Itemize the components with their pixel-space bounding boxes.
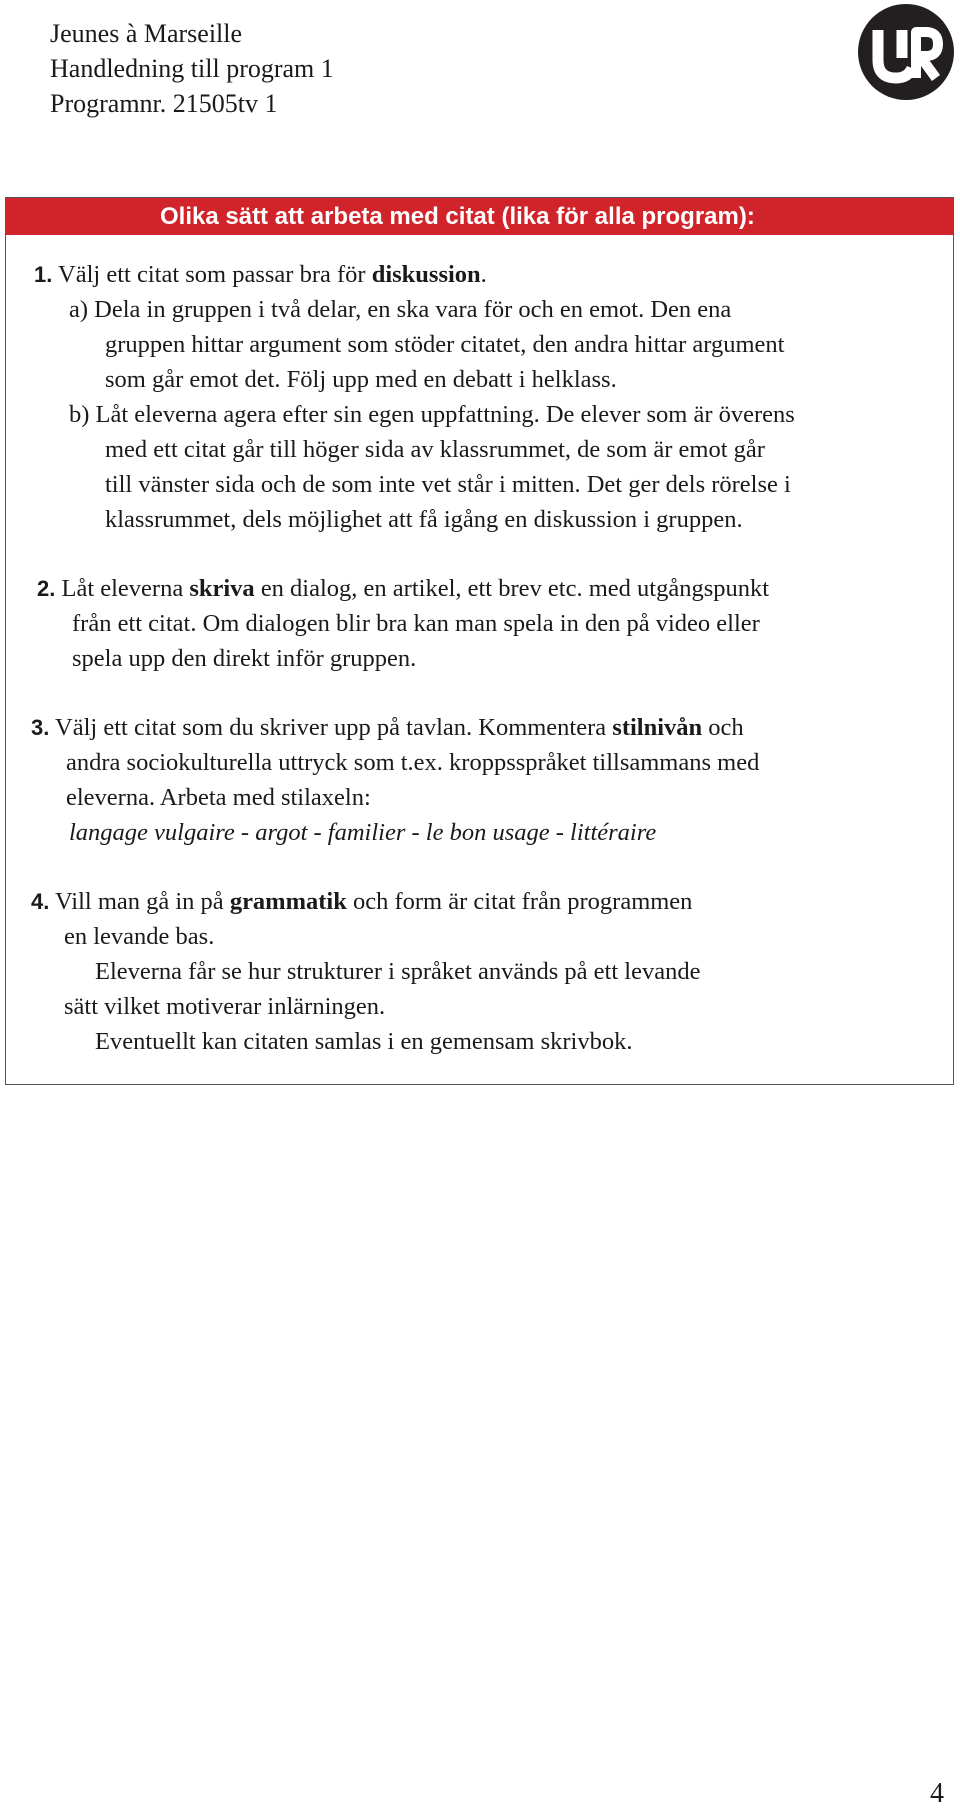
item-2-number: 2.: [37, 576, 56, 601]
item-2-line-1: [37, 572, 769, 606]
item-2-line-2: från ett citat. Om dialogen blir bra kan man spela in den på video eller: [72, 610, 760, 637]
item-3-line-2: andra sociokulturella uttryck som t.ex. kroppsspråket tillsammans med: [66, 749, 760, 776]
item-1b-line-1: b) Låt eleverna agera efter sin egen uppfattning. De elever som är överens: [69, 401, 795, 428]
document-header: [50, 16, 334, 121]
item-4-number: 4.: [31, 889, 50, 914]
item-4-keyword: grammatik: [229, 888, 347, 915]
item-1b-line-3: till vänster sida och de som inte vet står i mitten. Det ger dels rörelse i: [105, 471, 791, 498]
item-1a-line-3: som går emot det. Följ upp med en debatt i helklass.: [105, 366, 617, 393]
item-4-line-2: en levande bas.: [64, 923, 215, 950]
item-2-keyword: skriva: [189, 575, 255, 602]
page-number: 4: [930, 1778, 944, 1809]
item-1b-line-2: med ett citat går till höger sida av klassrummet, de som är emot går: [105, 436, 765, 463]
item-1a-line-1: a) Dela in gruppen i två delar, en ska vara för och en emot. Den ena: [69, 296, 732, 323]
item-1-intro: [34, 258, 487, 292]
header-title: Jeunes à Marseille: [50, 19, 243, 48]
item-1-number: 1.: [34, 262, 53, 287]
item-1-text: Välj ett citat som passar bra för: [58, 261, 372, 288]
header-subtitle: Handledning till program 1: [50, 54, 334, 83]
item-1-text-end: .: [480, 261, 487, 288]
header-program-number: Programnr. 21505tv 1: [50, 89, 278, 118]
style-axis-italic: langage vulgaire - argot - familier - le bon usage - littéraire: [69, 819, 657, 846]
quote-methods-box: [5, 197, 954, 1085]
item-3-text-end: och: [702, 714, 744, 741]
item-4-line-5: Eventuellt kan citaten samlas i en gemensam skrivbok.: [95, 1028, 633, 1055]
item-1b-line-4: klassrummet, dels möjlighet att få igång en diskussion i gruppen.: [105, 506, 743, 533]
ur-logo-icon: [856, 2, 956, 102]
item-3-line-1: [31, 711, 744, 745]
item-1a-line-2: gruppen hittar argument som stöder citatet, den andra hittar argument: [105, 331, 785, 358]
item-3-line-3: eleverna. Arbeta med stilaxeln:: [66, 784, 371, 811]
item-2-line-3: spela upp den direkt inför gruppen.: [72, 645, 417, 672]
box-title: Olika sätt att arbeta med citat (lika för alla program):: [6, 198, 953, 235]
item-4-text: Vill man gå in på: [55, 888, 230, 915]
item-4-line-4: sätt vilket motiverar inlärningen.: [64, 993, 386, 1020]
item-3-style-axis: [69, 816, 656, 850]
item-3-number: 3.: [31, 715, 50, 740]
item-4-text-end: och form är citat från programmen: [346, 888, 693, 915]
item-1-keyword: diskussion: [371, 261, 481, 288]
item-2-text-end: en dialog, en artikel, ett brev etc. med utgångspunkt: [254, 575, 770, 602]
item-2-text: Låt eleverna: [61, 575, 190, 602]
item-4-line-3: Eleverna får se hur strukturer i språket används på ett levande: [95, 958, 701, 985]
item-3-keyword: stilnivån: [612, 714, 703, 741]
item-3-text: Välj ett citat som du skriver upp på tavlan. Kommentera: [55, 714, 613, 741]
item-4-line-1: [31, 885, 692, 919]
